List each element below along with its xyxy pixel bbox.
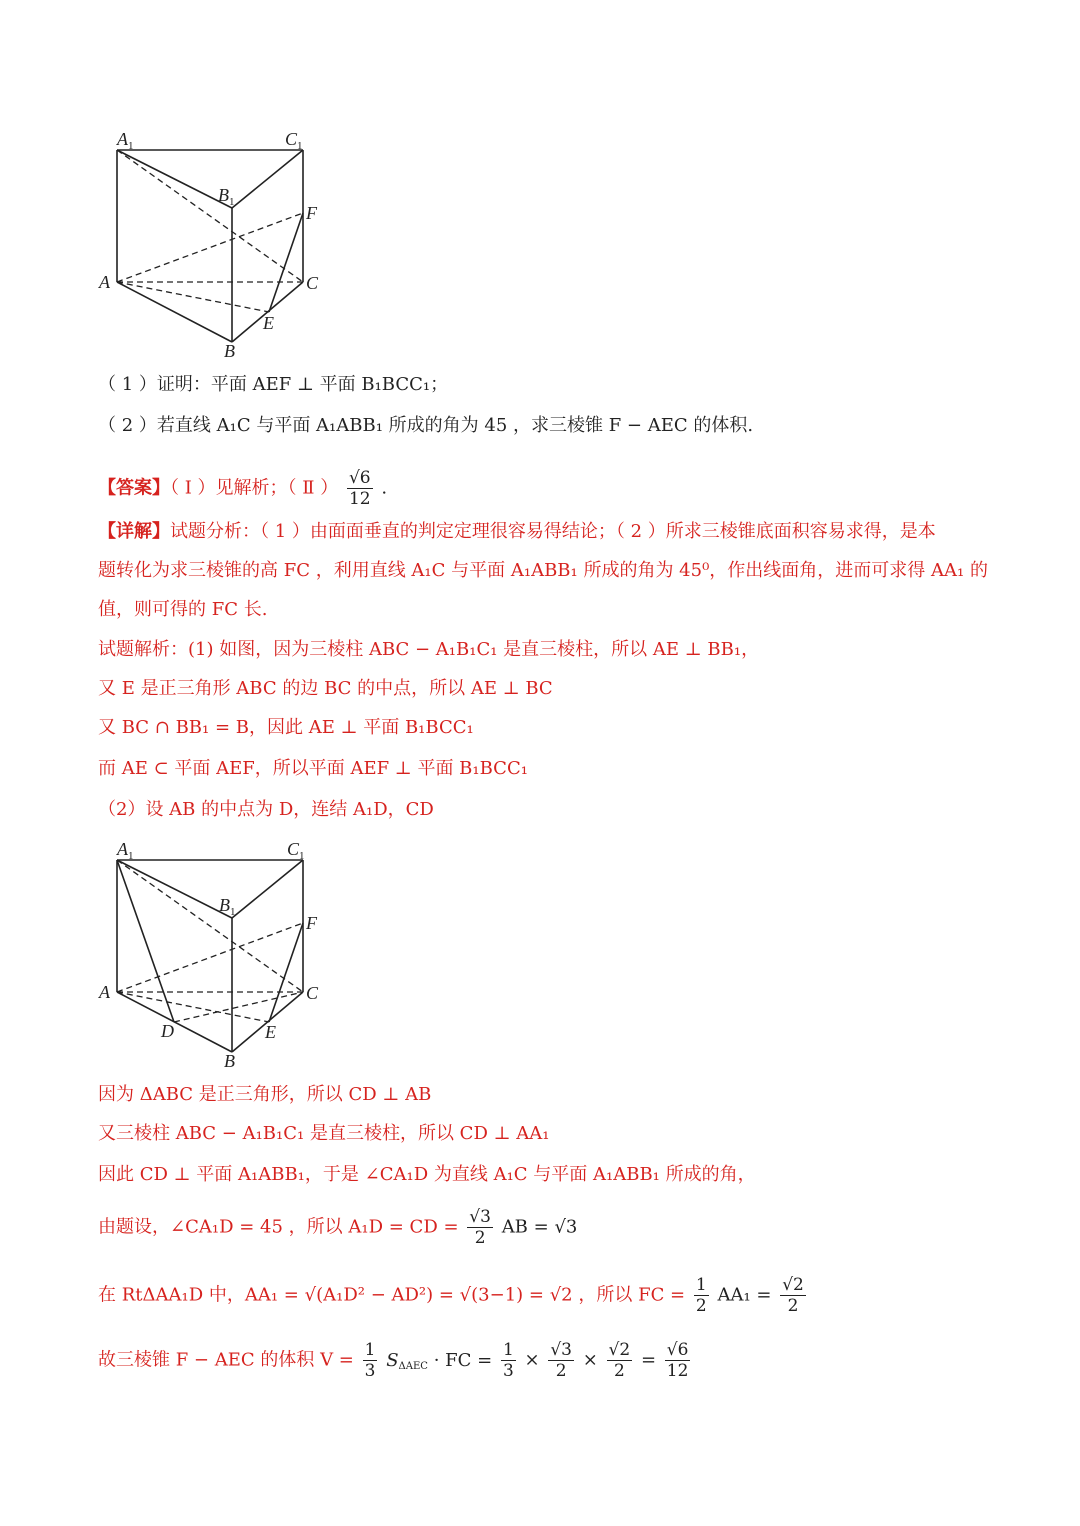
- detail-line-1: 【详解】试题分析：（ 1 ）由面面垂直的判定定理很容易得结论；（ 2 ）所求三棱锥底面积容易求得，是本: [98, 521, 936, 542]
- label-a1: $A_1$: [117, 839, 134, 862]
- label-a: A: [99, 272, 110, 292]
- label-f: F: [306, 913, 317, 933]
- solution-line-2: 又 E 是正三角形 ABC 的边 BC 的中点，所以 AE ⊥ BC: [98, 678, 553, 699]
- solution-line-6: 因为 ΔABC 是正三角形，所以 CD ⊥ AB: [98, 1084, 432, 1105]
- answer: 【答案】（ Ⅰ ）见解析；（ Ⅱ ） $\frac{√6}{12}$ .: [98, 468, 388, 509]
- label-c1: $C_1$: [287, 839, 305, 862]
- label-f: F: [306, 203, 317, 223]
- detail-line-2: 题转化为求三棱锥的高 FC ，利用直线 A₁C 与平面 A₁ABB₁ 所成的角为 45⁰，作出线面角，进而可求得 AA₁ 的: [98, 560, 988, 581]
- label-a1: $A_1$: [117, 129, 134, 152]
- solution-line-10: 在 RtΔAA₁D 中，AA₁ = √(A₁D² − AD²) = √(3−1) = √2 ，所以 FC = $\frac{1}{2}$ AA₁ = $\frac{√2}{2}$: [98, 1275, 804, 1316]
- solution-line-8: 因此 CD ⊥ 平面 A₁ABB₁，于是 ∠CA₁D 为直线 A₁C 与平面 A₁ABB₁ 所成的角，: [98, 1164, 756, 1185]
- prism-figure-2: [95, 835, 335, 1075]
- question-2: （ 2 ）若直线 A₁C 与平面 A₁ABB₁ 所成的角为 45 ，求三棱锥 F − AEC 的体积.: [98, 415, 754, 436]
- label-d: D: [161, 1021, 174, 1041]
- label-e: E: [265, 1022, 276, 1042]
- label-b1: $B_1$: [219, 895, 236, 918]
- label-e: E: [263, 313, 274, 333]
- label-c1: $C_1$: [285, 129, 303, 152]
- detail-line-3: 值，则可得的 FC 长.: [98, 599, 268, 620]
- solution-line-5: （2）设 AB 的中点为 D，连结 A₁D，CD: [98, 799, 434, 820]
- label-a: A: [99, 982, 110, 1002]
- label-b: B: [224, 1051, 235, 1071]
- label-c: C: [306, 273, 319, 293]
- solution-line-7: 又三棱柱 ABC − A₁B₁C₁ 是直三棱柱，所以 CD ⊥ AA₁: [98, 1123, 550, 1144]
- question-1: （ 1 ）证明：平面 AEF ⊥ 平面 B₁BCC₁；: [98, 374, 449, 395]
- solution-line-4: 而 AE ⊂ 平面 AEF，所以平面 AEF ⊥ 平面 B₁BCC₁: [98, 758, 528, 779]
- solution-line-11: 故三棱锥 F − AEC 的体积 V = $\frac{1}{3}$ $S_{\Delta AEC}$ · FC = $\frac{1}{3}$ × $\frac{√3}{2}$ × $\frac{√2}{2}$ = $\frac{√6}{12}$: [98, 1340, 689, 1381]
- solution-line-9: 由题设，∠CA₁D = 45 ，所以 A₁D = CD = $\frac{√3}{2}$ AB = √3: [98, 1207, 578, 1248]
- solution-line-3: 又 BC ∩ BB₁ = B，因此 AE ⊥ 平面 B₁BCC₁: [98, 717, 474, 738]
- solution-line-1: 试题解析：(1) 如图，因为三棱柱 ABC − A₁B₁C₁ 是直三棱柱，所以 AE ⊥ BB₁，: [98, 639, 760, 660]
- prism-figure-1: [95, 125, 335, 365]
- label-b1: $B_1$: [218, 185, 235, 208]
- label-c: C: [306, 983, 319, 1003]
- label-b: B: [224, 341, 235, 361]
